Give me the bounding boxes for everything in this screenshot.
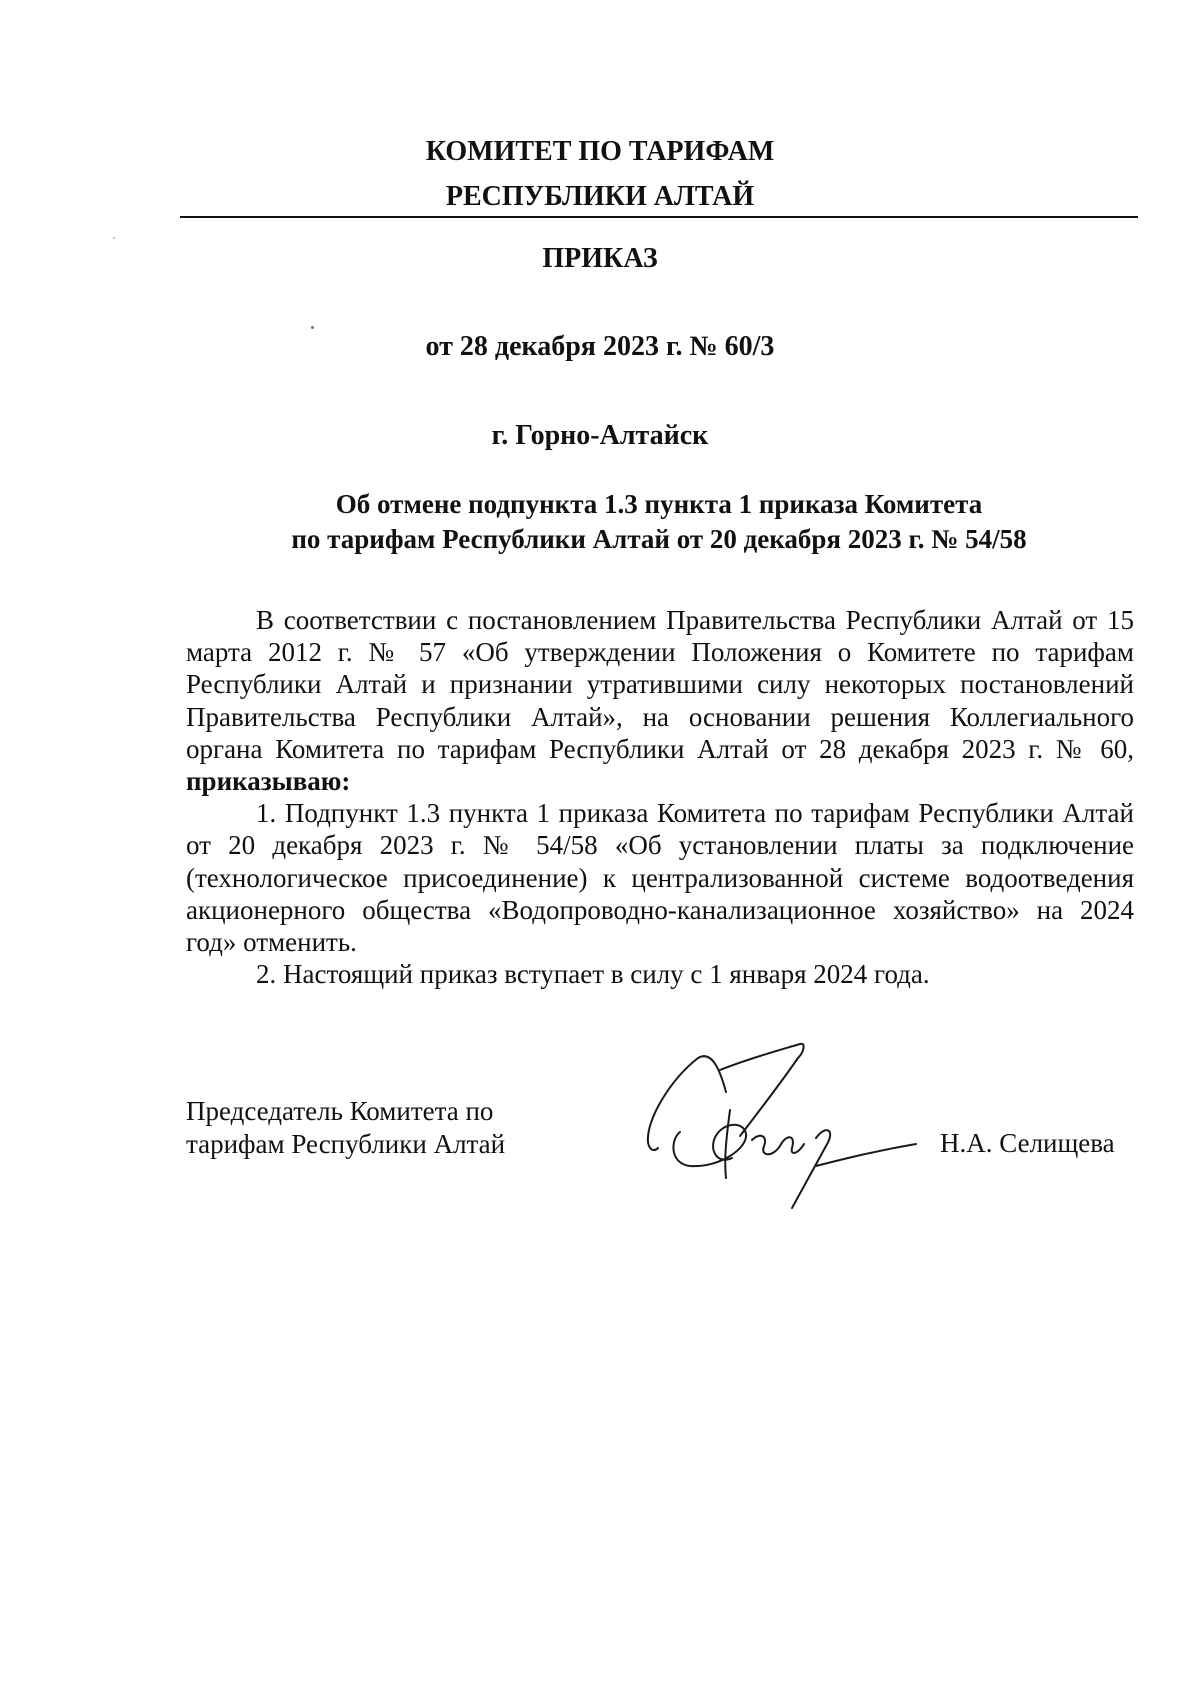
org-name-line2: РЕСПУБЛИКИ АЛТАЙ [445, 181, 755, 212]
org-name-line1: КОМИТЕТ ПО ТАРИФАМ [425, 136, 775, 167]
header-rule [180, 216, 1138, 218]
document-body [186, 604, 1134, 990]
document-title-line1: Об отмене подпункта 1.3 пункта 1 приказа Комитета [335, 489, 983, 519]
signatory-title-line1: Председатель Комитета по [186, 1096, 494, 1126]
document-title-line2: по тарифам Республики Алтай от 20 декабря 2023 г. № 54/58 [291, 524, 1027, 554]
order-word: приказываю: [186, 766, 351, 797]
document-city: г. Горно-Алтайск [491, 420, 709, 451]
preamble-paragraph [186, 604, 1134, 797]
handwritten-signature [640, 1040, 920, 1215]
scan-dot [311, 326, 314, 329]
preamble-text: В соответствии с постановлением Правительства Республики Алтай от 15 марта 2012 г. № 57 «Об утверждении Положения о Комитете по тарифам Республики Алтай и признании утратившими силу некоторых постановлений Правительства Республики Алтай», на основании решения Коллегиального органа Комитета по тарифам Республики Алтай от 28 декабря 2023 г. № 60, [186, 605, 1134, 764]
scan-dot [113, 237, 115, 239]
document-type: ПРИКАЗ [542, 243, 658, 274]
order-item-2: 2. Настоящий приказ вступает в силу с 1 января 2024 года. [256, 959, 930, 990]
order-item-1: 1. Подпункт 1.3 пункта 1 приказа Комитета по тарифам Республики Алтай от 20 декабря 2023 г. № 54/58 «Об установлении платы за подключение (технологическое присоединение) к централизованной системе водоотведения акционерного общества «Водопроводно-канализационное хозяйство» на 2024 год» отменить. [186, 798, 1134, 958]
signatory-name: Н.А. Селищева [940, 1128, 1115, 1158]
document-date-number: от 28 декабря 2023 г. № 60/3 [425, 331, 775, 362]
signatory-title [186, 1095, 546, 1161]
signatory-title-line2: тарифам Республики Алтай [186, 1129, 506, 1159]
